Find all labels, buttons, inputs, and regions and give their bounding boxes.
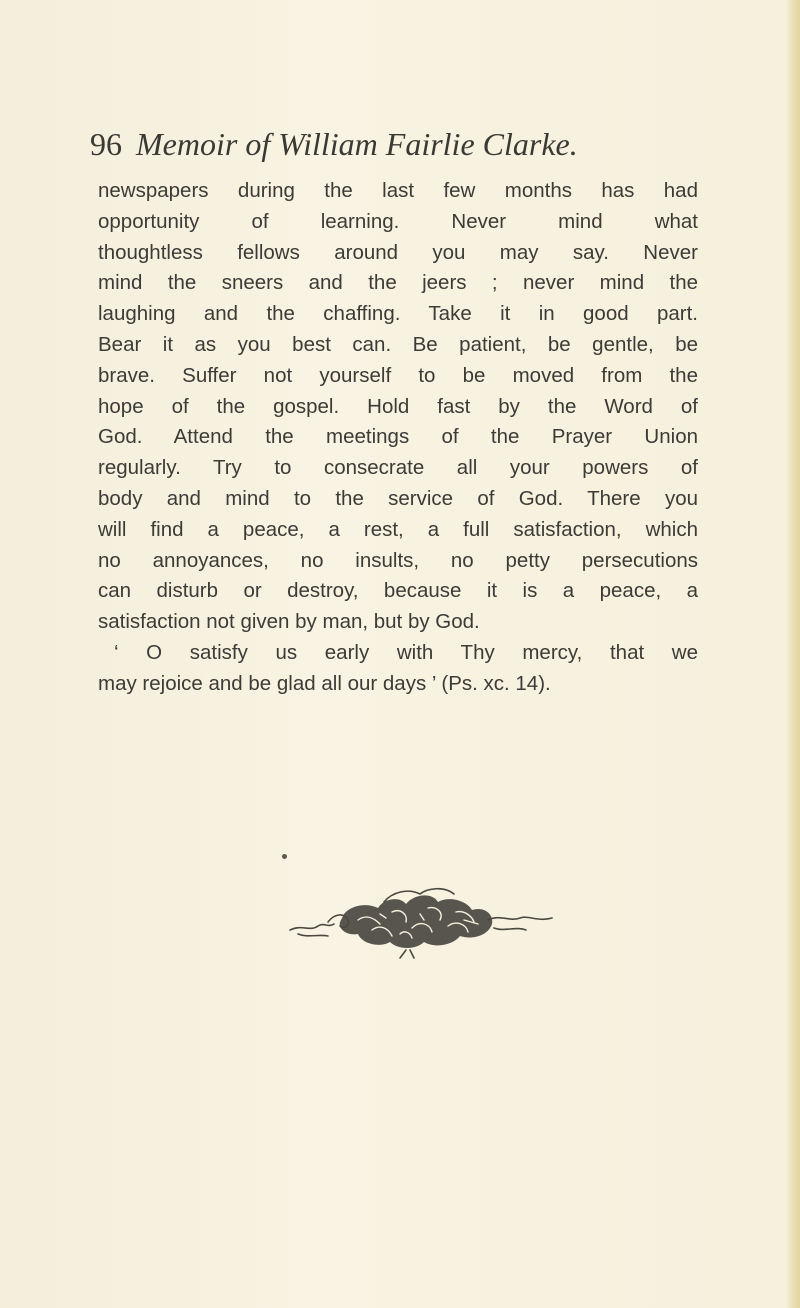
text-line: body and mind to the service of God. There you bbox=[98, 486, 698, 510]
text-line: thoughtless fellows around you may say. Never bbox=[98, 240, 698, 264]
text-line: mind the sneers and the jeers ; never mind the bbox=[98, 271, 698, 295]
page-edge-shading bbox=[786, 0, 800, 1308]
text-line: satisfaction not given by man, but by God. bbox=[98, 610, 480, 634]
scripture-quote-line: may rejoice and be glad all our days ’ (Ps. xc. 14). bbox=[98, 671, 551, 695]
text-line: newspapers during the last few months has had bbox=[98, 179, 698, 202]
scripture-quote-line: ‘ O satisfy us early with Thy mercy, that we bbox=[114, 640, 698, 664]
text-line: hope of the gospel. Hold fast by the Word of bbox=[98, 394, 698, 418]
text-line: Bear it as you best can. Be patient, be gentle, be bbox=[98, 332, 698, 356]
text-line: laughing and the chaffing. Take it in good part. bbox=[98, 302, 698, 326]
text-line: can disturb or destroy, because it is a peace, a bbox=[98, 579, 698, 603]
ink-speck bbox=[282, 854, 287, 859]
body-text bbox=[98, 176, 698, 700]
running-head bbox=[90, 124, 730, 164]
text-line: regularly. Try to consecrate all your powers of bbox=[98, 456, 698, 480]
page-number: 96 bbox=[90, 126, 122, 162]
running-title: Memoir of William Fairlie Clarke. bbox=[136, 126, 578, 162]
text-line: no annoyances, no insults, no petty persecutions bbox=[98, 548, 698, 572]
text-line: God. Attend the meetings of the Prayer Union bbox=[98, 425, 698, 449]
tailpiece-flourish-icon bbox=[288, 884, 556, 960]
text-line: opportunity of learning. Never mind what bbox=[98, 209, 698, 233]
text-line: will find a peace, a rest, a full satisfaction, which bbox=[98, 517, 698, 541]
text-line: brave. Suffer not yourself to be moved from the bbox=[98, 363, 698, 387]
